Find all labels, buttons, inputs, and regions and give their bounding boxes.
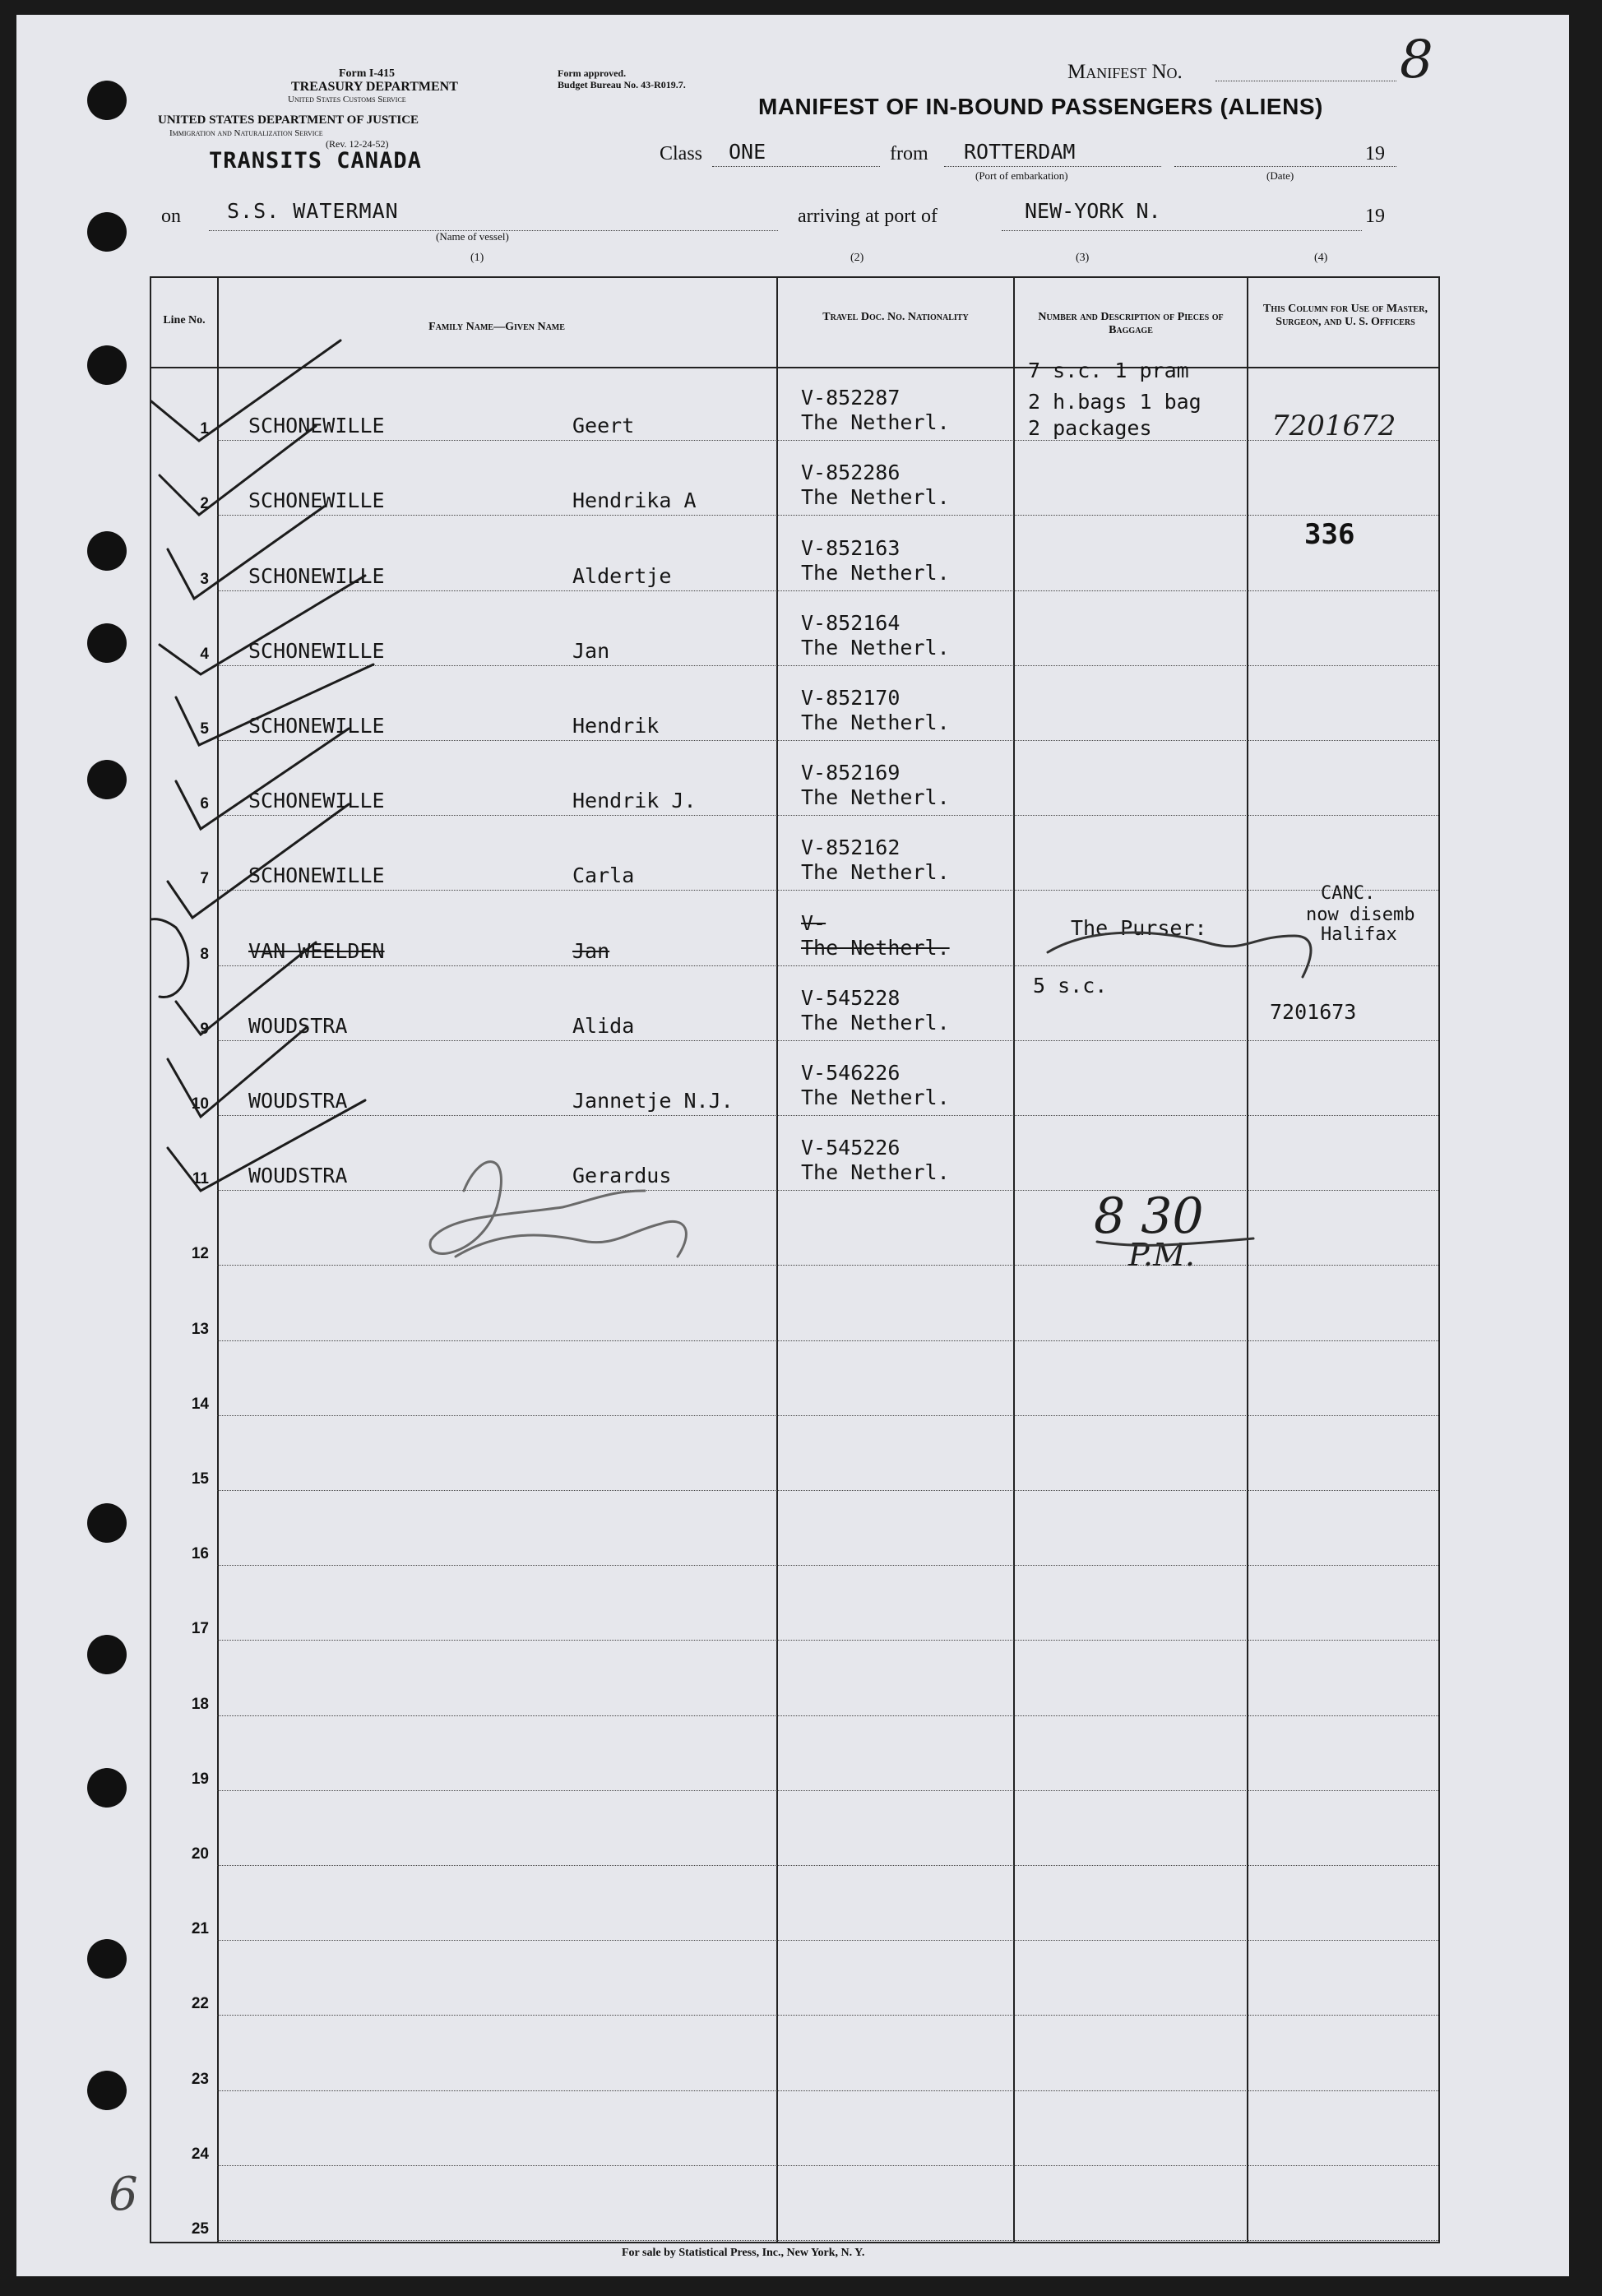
- line-number: 18: [191, 1695, 209, 1713]
- officer-note-row2: 336: [1304, 518, 1355, 551]
- family-name: VAN WEELDEN: [248, 938, 385, 963]
- arriving-label: arriving at port of: [798, 206, 938, 227]
- time-underline: [1097, 1238, 1253, 1245]
- nationality: The Netherl.: [801, 785, 950, 810]
- nationality: The Netherl.: [801, 1086, 950, 1109]
- officer-note-row1: 7201672: [1271, 410, 1396, 442]
- vessel-name: S.S. WATERMAN: [227, 199, 399, 223]
- line-number: 7: [200, 870, 209, 888]
- handwritten-marks: [151, 278, 1438, 2242]
- port-caption: (Port of embarkation): [975, 169, 1068, 182]
- given-name: Geert: [572, 414, 635, 438]
- form-number: Form I-415: [339, 67, 396, 80]
- check-mark-row2: [160, 426, 316, 515]
- manifest-table: [150, 276, 1440, 2243]
- family-name: SCHONEWILLE: [248, 638, 385, 663]
- purser-note: The Purser:: [1071, 916, 1207, 940]
- travel-doc-no: V-852163: [801, 535, 901, 560]
- given-name: Aldertje: [572, 563, 672, 588]
- binder-hole: [87, 1939, 127, 1979]
- line-number: 8: [200, 945, 209, 963]
- line-number: 9: [200, 1020, 209, 1038]
- baggage-note-2: 2 h.bags 1 bag: [1028, 390, 1202, 414]
- binder-hole: [87, 212, 127, 252]
- date-caption: (Date): [1266, 169, 1294, 182]
- col-ref-2: (2): [850, 252, 864, 264]
- baggage-note-row9: 5 s.c.: [1033, 974, 1108, 998]
- family-name: WOUDSTRA: [248, 1089, 348, 1113]
- budget-bureau: Budget Bureau No. 43-R019.7.: [558, 79, 686, 90]
- line-number: 3: [200, 570, 209, 588]
- col-header-baggage: Number and Description of Pieces of Baggage: [1038, 311, 1224, 336]
- line-number: 17: [191, 1620, 209, 1638]
- line-number: 13: [191, 1320, 209, 1338]
- line-number: 2: [200, 495, 209, 513]
- nationality: The Netherl.: [801, 635, 950, 660]
- given-name: Hendrika A: [572, 488, 697, 513]
- revision-date: (Rev. 12-24-52): [326, 138, 389, 150]
- check-mark-row9: [176, 942, 316, 1035]
- circle-row8: [151, 919, 188, 998]
- class-value: ONE: [729, 140, 766, 164]
- on-label: on: [161, 206, 181, 227]
- family-name: SCHONEWILLE: [248, 714, 385, 738]
- travel-doc-no: V-852169: [801, 761, 901, 785]
- line-number: 14: [191, 1395, 209, 1413]
- officer-note-disemb: now disemb: [1306, 905, 1415, 925]
- family-name: SCHONEWILLE: [248, 414, 385, 438]
- family-name: WOUDSTRA: [248, 1164, 348, 1188]
- col-header-travel-doc: Travel Doc. No. Nationality: [822, 311, 969, 323]
- nationality: The Netherl.: [801, 485, 950, 510]
- nationality: The Netherl.: [801, 410, 950, 435]
- binder-hole: [87, 1768, 127, 1808]
- travel-doc-no: V-852286: [801, 461, 901, 485]
- given-name: Hendrik: [572, 714, 660, 738]
- travel-doc-no: V-546226: [801, 1061, 901, 1085]
- family-name: SCHONEWILLE: [248, 789, 385, 813]
- manifest-page: [16, 15, 1569, 2276]
- baggage-note-1: 7 s.c. 1 pram: [1028, 359, 1189, 382]
- line-number: 22: [191, 1995, 209, 2013]
- binder-hole: [87, 760, 127, 799]
- line-number: 6: [200, 795, 209, 813]
- transits-canada-stamp: TRANSITS CANADA: [209, 148, 422, 174]
- corner-annotation: 6: [109, 2168, 138, 2221]
- line-number: 1: [200, 420, 209, 438]
- year-prefix: 19: [1365, 143, 1385, 164]
- binder-hole: [87, 623, 127, 663]
- nationality: The Netherl.: [801, 935, 950, 960]
- line-number: 5: [200, 720, 209, 738]
- nationality: The Netherl.: [801, 560, 950, 585]
- year-prefix-2: 19: [1365, 206, 1385, 227]
- given-name: Hendrik J.: [572, 789, 697, 813]
- manifest-no-value: 8: [1400, 30, 1433, 90]
- line-number: 4: [200, 645, 209, 663]
- binder-hole: [87, 531, 127, 571]
- given-name: Alida: [572, 1013, 635, 1038]
- nationality: The Netherl.: [801, 1160, 950, 1185]
- col-header-line-no: Line No.: [163, 314, 206, 326]
- inspector-signature-2: [456, 1221, 686, 1257]
- line-number: 25: [191, 2220, 209, 2238]
- line-number: 24: [191, 2145, 209, 2163]
- family-name: SCHONEWILLE: [248, 563, 385, 588]
- given-name: Gerardus: [572, 1164, 672, 1188]
- class-label: Class: [660, 143, 703, 164]
- line-number: 10: [191, 1095, 209, 1113]
- time-annotation: 8 30: [1094, 1187, 1204, 1245]
- officer-note-row9: 7201673: [1270, 1000, 1357, 1024]
- form-approved: Form approved.: [558, 67, 627, 79]
- port-of-embarkation: ROTTERDAM: [964, 140, 1076, 164]
- given-name: Jan: [572, 638, 610, 663]
- arrival-port: NEW-YORK N.: [1025, 199, 1161, 223]
- travel-doc-no: V-852287: [801, 386, 901, 410]
- family-name: SCHONEWILLE: [248, 488, 385, 513]
- col-ref-3: (3): [1076, 252, 1090, 264]
- time-annotation-sub: P.M.: [1128, 1237, 1195, 1273]
- binder-hole: [87, 81, 127, 120]
- col-header-officers: This Column for Use of Master, Surgeon, and U. S. Officers: [1263, 303, 1428, 328]
- manifest-title: MANIFEST OF IN-BOUND PASSENGERS (ALIENS): [758, 94, 1323, 119]
- line-number: 11: [192, 1170, 209, 1188]
- from-label: from: [890, 143, 928, 164]
- travel-doc-no: V-: [801, 910, 826, 935]
- col-header-name: Family Name—Given Name: [428, 321, 565, 333]
- check-mark-row10: [168, 1028, 306, 1117]
- line-number: 21: [191, 1920, 209, 1938]
- justice-dept: UNITED STATES DEPARTMENT OF JUSTICE: [158, 113, 419, 127]
- line-number: 15: [191, 1470, 209, 1488]
- line-number: 20: [191, 1845, 209, 1863]
- travel-doc-no: V-852170: [801, 686, 901, 710]
- ins-service: Immigration and Naturalization Service: [169, 128, 323, 138]
- treasury-dept: TREASURY DEPARTMENT: [291, 80, 458, 94]
- travel-doc-no: V-545228: [801, 985, 901, 1010]
- officer-note-halifax: Halifax: [1321, 924, 1397, 945]
- family-name: WOUDSTRA: [248, 1013, 348, 1038]
- check-mark-row3: [168, 507, 324, 599]
- footer-note: For sale by Statistical Press, Inc., New York, N. Y.: [622, 2247, 865, 2259]
- binder-hole: [87, 345, 127, 385]
- check-mark-row7: [168, 804, 349, 918]
- line-number: 23: [191, 2070, 209, 2088]
- family-name: SCHONEWILLE: [248, 863, 385, 888]
- binder-hole: [87, 1503, 127, 1543]
- manifest-no-label: Manifest No.: [1067, 61, 1183, 83]
- vessel-caption: (Name of vessel): [436, 230, 509, 243]
- purser-signature: [1048, 933, 1311, 977]
- line-number: 12: [191, 1245, 209, 1263]
- officer-note-canc: CANC.: [1321, 883, 1376, 904]
- line-number: 16: [191, 1545, 209, 1563]
- check-mark-row11: [168, 1100, 365, 1191]
- given-name: Jan: [572, 938, 610, 963]
- customs-service: United States Customs Service: [288, 95, 406, 104]
- line-number: 19: [191, 1770, 209, 1788]
- nationality: The Netherl.: [801, 1010, 950, 1035]
- given-name: Carla: [572, 863, 635, 888]
- check-mark-row1: [151, 340, 340, 441]
- nationality: The Netherl.: [801, 711, 950, 734]
- travel-doc-no: V-852164: [801, 610, 901, 635]
- col-ref-4: (4): [1314, 252, 1328, 264]
- given-name: Jannetje N.J.: [572, 1089, 734, 1113]
- baggage-note-3: 2 packages: [1028, 416, 1152, 440]
- binder-hole: [87, 2071, 127, 2110]
- col-ref-1: (1): [470, 252, 484, 264]
- travel-doc-no: V-852162: [801, 836, 901, 860]
- binder-hole: [87, 1635, 127, 1674]
- travel-doc-no: V-545226: [801, 1136, 901, 1160]
- nationality: The Netherl.: [801, 860, 950, 885]
